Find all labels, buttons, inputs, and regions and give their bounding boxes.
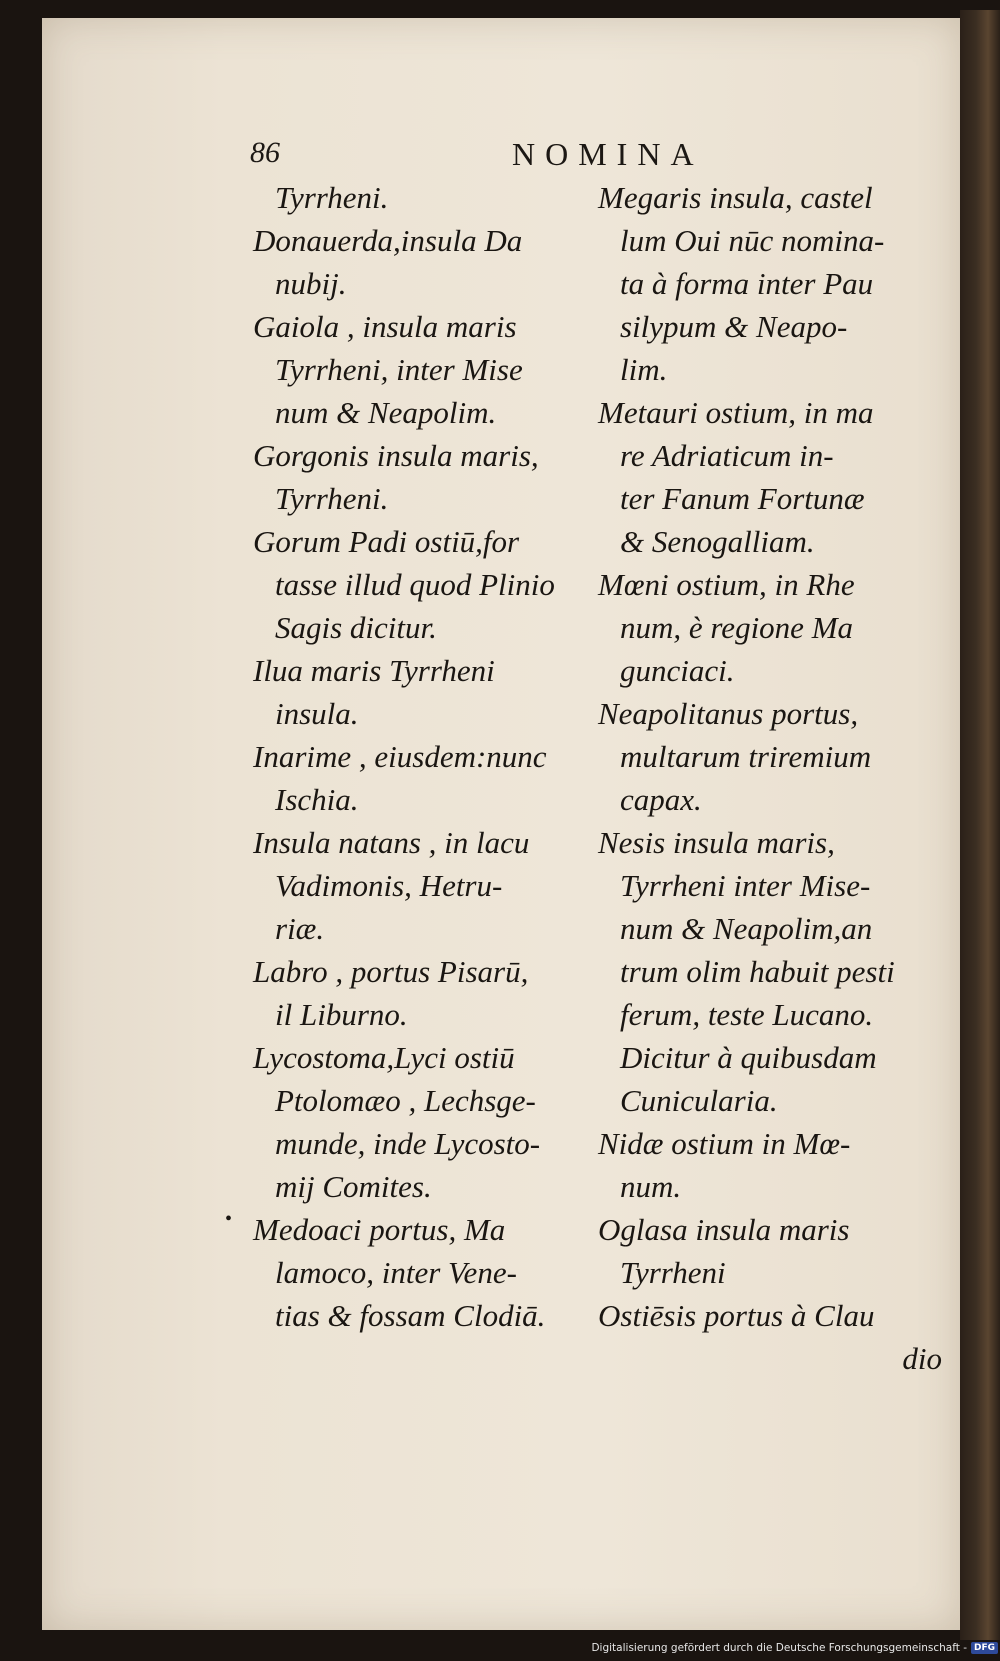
digitization-footer — [591, 1639, 998, 1657]
text-line: tasse illud quod Plinio — [275, 567, 555, 602]
text-line: Cunicularia. — [620, 1083, 778, 1118]
text-line: Tyrrheni. — [275, 481, 389, 516]
text-line: Inarime , eiusdem:nunc — [253, 739, 547, 774]
text-line: & Senogalliam. — [620, 524, 815, 559]
text-line: ter Fanum Fortunæ — [620, 481, 865, 516]
text-line: Donauerda,insula Da — [253, 223, 523, 258]
text-line: munde, inde Lycosto- — [275, 1126, 541, 1161]
text-line: Tyrrheni — [620, 1255, 726, 1290]
text-line: gunciaci. — [620, 653, 735, 688]
text-line: Tyrrheni. — [275, 180, 389, 215]
text-line: Gaiola , insula maris — [253, 309, 517, 344]
text-line: Ostiēsis portus à Clau — [598, 1298, 875, 1333]
text-line: mij Comites. — [275, 1169, 432, 1204]
text-line: Neapolitanus portus, — [598, 696, 859, 731]
text-line: Medoaci portus, Ma — [253, 1212, 506, 1247]
text-line: num, è regione Ma — [620, 610, 854, 645]
text-line: num. — [620, 1169, 682, 1204]
text-line: Oglasa insula maris — [598, 1212, 850, 1247]
text-line: Tyrrheni inter Mise- — [620, 868, 871, 903]
text-line: il Liburno. — [275, 997, 408, 1032]
text-line: capax. — [620, 782, 702, 817]
running-title: NOMINA — [512, 136, 704, 172]
text-line: riæ. — [275, 911, 325, 946]
text-line: insula. — [275, 696, 359, 731]
page-number: 86 — [250, 136, 280, 169]
text-line: ferum, teste Lucano. — [620, 997, 874, 1032]
text-line: re Adriaticum in- — [620, 438, 834, 473]
text-line: Gorgonis insula maris, — [253, 438, 539, 473]
text-line: trum olim habuit pesti — [620, 954, 895, 989]
text-line: silypum & Neapo- — [620, 309, 848, 344]
text-line: Labro , portus Pisarū, — [253, 954, 529, 989]
right-column — [598, 176, 950, 1380]
text-line: dio — [902, 1341, 942, 1376]
text-line: Ilua maris Tyrrheni — [253, 653, 495, 688]
text-line: num & Neapolim. — [275, 395, 497, 430]
footer-text: Digitalisierung gefördert durch die Deutsche Forschungsgemeinschaft - — [591, 1642, 967, 1654]
text-line: Lycostoma,Lyci ostiū — [253, 1040, 515, 1075]
text-line: lum Oui nūc nomina- — [620, 223, 885, 258]
text-line: num & Neapolim,an — [620, 911, 873, 946]
text-line: Dicitur à quibusdam — [620, 1040, 877, 1075]
text-line: lim. — [620, 352, 668, 387]
book-fore-edge — [960, 10, 1000, 1640]
text-line: Megaris insula, castel — [598, 180, 873, 215]
text-line: Tyrrheni, inter Mise — [275, 352, 523, 387]
dfg-logo: DFG — [971, 1642, 998, 1654]
text-line: Mœni ostium, in Rhe — [598, 567, 855, 602]
page-header — [250, 136, 940, 176]
text-line: ta à forma inter Pau — [620, 266, 874, 301]
left-column — [253, 176, 588, 1337]
text-line: Ptolomæo , Lechsge- — [275, 1083, 536, 1118]
text-line: lamoco, inter Vene- — [275, 1255, 517, 1290]
margin-mark: • — [225, 1208, 233, 1230]
text-line: nubij. — [275, 266, 347, 301]
text-line: tias & fossam Clodiā. — [275, 1298, 546, 1333]
text-line: Nidæ ostium in Mœ- — [598, 1126, 851, 1161]
text-line: Nesis insula maris, — [598, 825, 835, 860]
text-line: multarum triremium — [620, 739, 872, 774]
text-line: Gorum Padi ostiū,for — [253, 524, 520, 559]
text-line: Insula natans , in lacu — [253, 825, 530, 860]
text-line: Metauri ostium, in ma — [598, 395, 874, 430]
text-line: Sagis dicitur. — [275, 610, 437, 645]
text-line: Ischia. — [275, 782, 359, 817]
text-line: Vadimonis, Hetru- — [275, 868, 503, 903]
